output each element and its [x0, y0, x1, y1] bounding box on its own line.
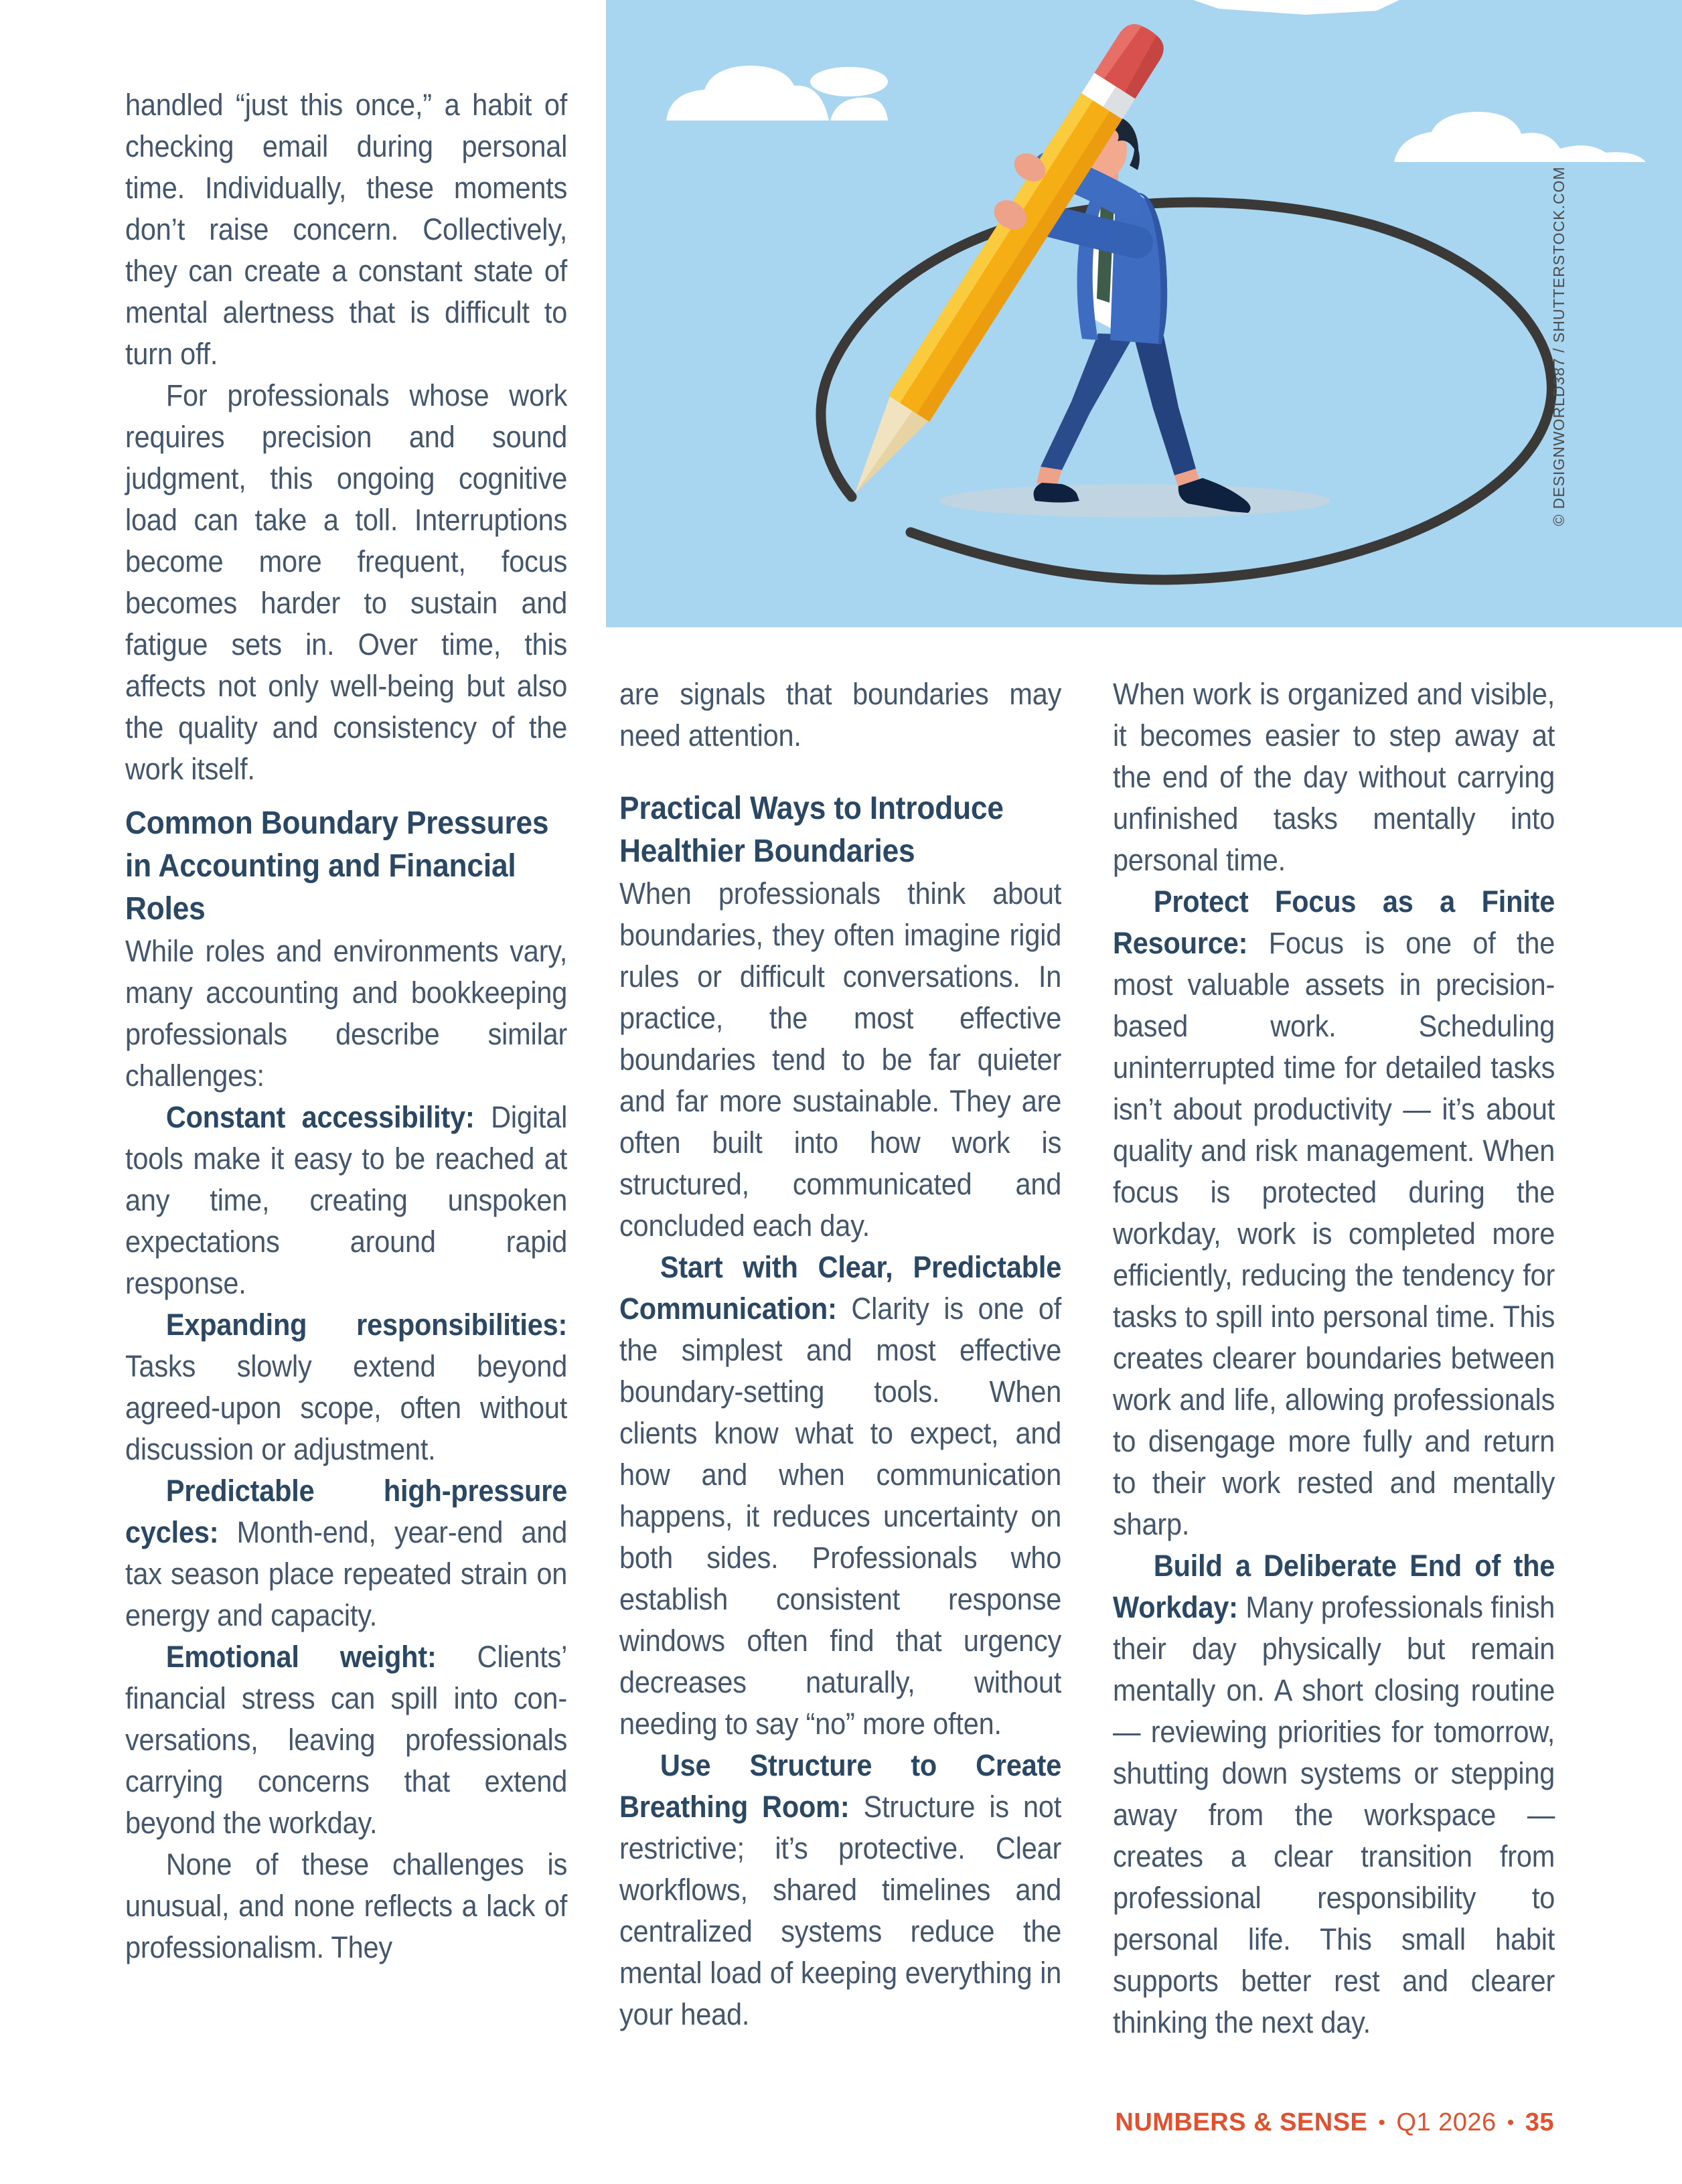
magazine-title: NUMBERS & SENSE	[1115, 2108, 1368, 2136]
article-paragraph: Start with Clear, Predictable Communication: Clarity is one of the simplest and most effective boundary-setting tools. When clients know what to expect, and how and when communication happens, it reduces uncertainty on both sides. Professionals who establish consistent response windows often find that urgency decreases naturally, without needing to say “no” more often.	[619, 1250, 1062, 1741]
article-paragraph: are signals that boundaries may need attention.	[619, 677, 1062, 753]
article-paragraph: Protect Focus as a Finite Resource: Focus is one of the most valuable assets in precision-based work. Scheduling uninterrupted time for detailed tasks isn’t about productivity — it’s about quality and risk management. When focus is protected during the workday, work is completed more efficiently, reducing the tendency for tasks to spill into personal time. This creates clearer boundaries between work and life, allowing professionals to disengage more fully and return to their work rested and mentally sharp.	[1113, 884, 1555, 1541]
bold-lead-in: Use Structure to Create Breathing Room:	[619, 1748, 1062, 1824]
bold-lead-in: Start with Clear, Predictable Communication:	[619, 1250, 1062, 1326]
bold-lead-in: Protect Focus as a Finite Resource:	[1113, 884, 1555, 960]
article-paragraph: Expanding responsibilities: Tasks slowly extend beyond agreed-upon scope, often without discussion or adjustment.	[125, 1308, 568, 1466]
article-column-left	[125, 84, 567, 1968]
bold-lead-in: Emotional weight:	[165, 1640, 437, 1674]
article-paragraph: When work is organized and visible, it becomes easier to step away at the end of the day without carrying unfinished tasks mentally into personal time.	[1113, 677, 1555, 877]
article-column-middle	[619, 674, 1061, 2035]
article-paragraph: Use Structure to Create Breathing Room: Structure is not restrictive; it’s protective. Clear workflows, shared timelines and centralized systems reduce the mental load of keeping everything in your head.	[619, 1748, 1062, 2031]
bold-lead-in: Build a Deliberate End of the Workday:	[1113, 1549, 1555, 1624]
ground-shadow	[939, 484, 1330, 518]
article-paragraph: When professionals think about boundaries, they often imagine rigid rules or difficult conversations. In practice, the most effective boundaries tend to be far quieter and far more sustainable. They are often built into how work is structured, communicated and concluded each day.	[619, 876, 1062, 1243]
photo-credit: © DESIGNWORLD387 / SHUTTERSTOCK.COM	[1550, 166, 1568, 526]
section-heading: Common Boundary Pressures in Accounting and Financial Roles	[125, 805, 549, 927]
article-paragraph: handled “just this once,” a habit of checking email during personal time. Individually, these moments don’t raise concern. Collectively, they can create a constant state of mental alertness that is difficult to turn off.	[125, 88, 568, 371]
bold-lead-in: Predictable high-pressure cycles:	[125, 1474, 568, 1549]
article-paragraph: None of these challenges is unusual, and none reflects a lack of professionalism. They	[125, 1847, 568, 1964]
bold-lead-in: Constant accessibility:	[165, 1100, 475, 1134]
article-paragraph: While roles and environments vary, many accounting and bookkeeping professionals describe similar challenges:	[125, 934, 568, 1093]
article-column-right	[1113, 674, 1555, 2043]
article-paragraph: Emotional weight: Clients’ financial stress can spill into conversations, leaving professionals carrying concerns that extend beyond the workday.	[125, 1640, 568, 1840]
bold-lead-in: Expanding responsibilities:	[165, 1308, 568, 1342]
article-paragraph: Constant accessibility: Digital tools make it easy to be reached at any time, creating unspoken expectations around rapid response.	[125, 1100, 568, 1300]
article-paragraph: For professionals whose work requires precision and sound judgment, this ongoing cognitive load can take a toll. Interruptions become more frequent, focus becomes harder to sustain and fatigue sets in. Over time, this affects not only well-being but also the quality and consistency of the work itself.	[125, 378, 568, 786]
page-footer	[1115, 2108, 1554, 2138]
article-paragraph: Build a Deliberate End of the Workday: Many professionals finish their day physically but remain mentally on. A short closing routine — reviewing priorities for tomorrow, shutting down systems or stepping away from the workspace — creates a clear transition from professional responsibility to personal life. This small habit supports better rest and clearer thinking the next day.	[1113, 1549, 1555, 2039]
footer-separator-icon: •	[1378, 2112, 1386, 2134]
issue-label: Q1 2026	[1396, 2108, 1497, 2136]
section-heading: Practical Ways to Introduce Healthier Boundaries	[619, 791, 1004, 869]
page-number: 35	[1525, 2108, 1554, 2136]
article-paragraph: Predictable high-pressure cycles: Month-end, year-end and tax season place repeated strain on energy and capacity.	[125, 1474, 568, 1632]
footer-separator-icon: •	[1507, 2112, 1515, 2134]
